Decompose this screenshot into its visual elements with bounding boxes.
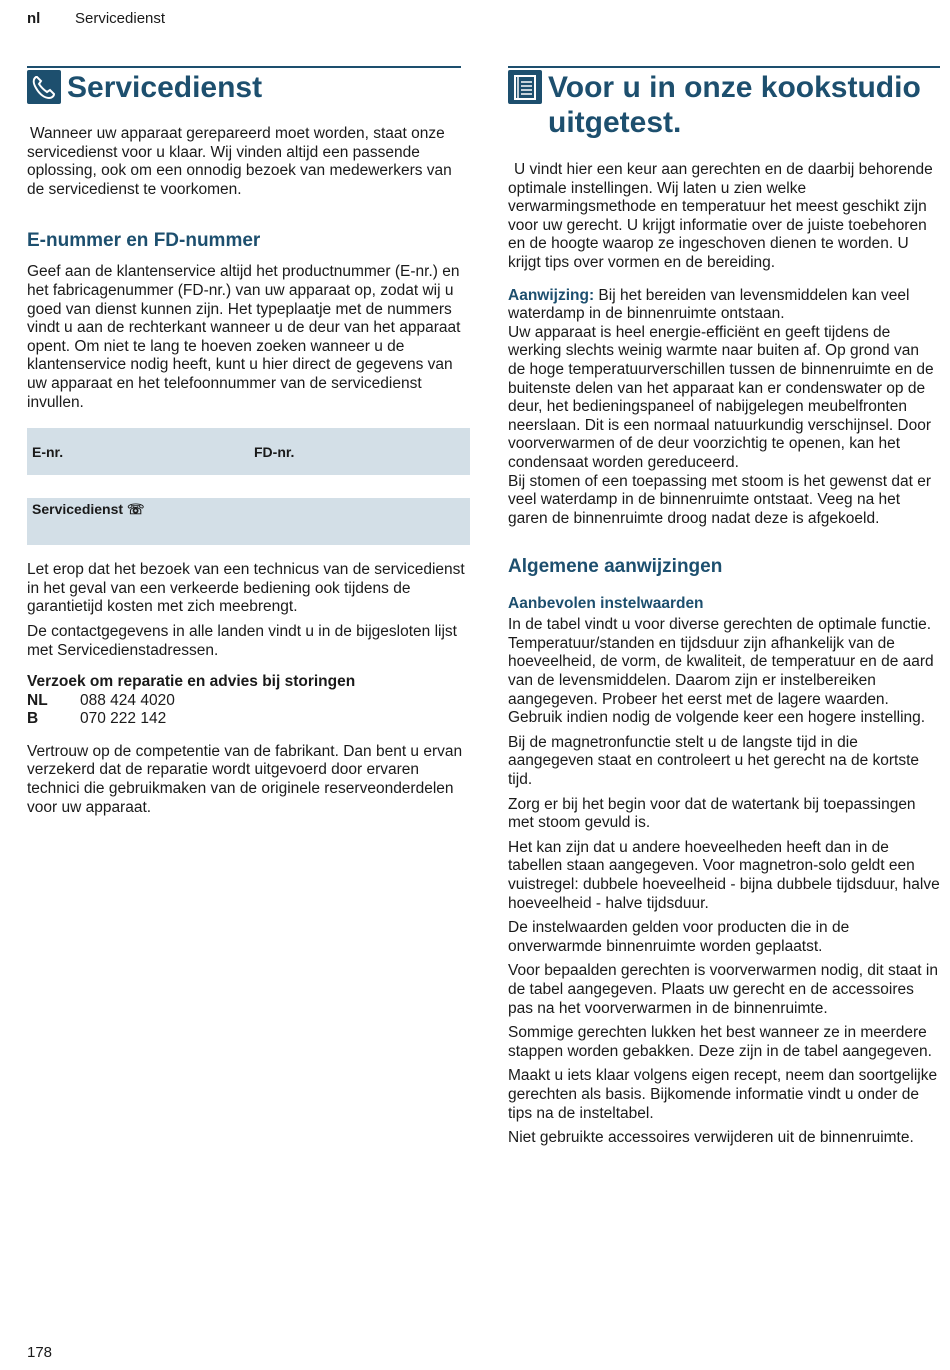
section-text: Geef aan de klantenservice altijd het productnummer (E-nr.) en het fabricagenummer (FD-nr.) van uw apparaat op, zodat wij u goed van dienst kunnen zijn. Het typeplaatje met de nummers vindt u aan de rechterkant wanneer u de deur van het apparaat opent. Om niet te lang te hoeven zoeken wanneer u de klantenservice nodig heeft, kunt u hier direct de gegevens van uw apparaat en het telefoonnummer van de servicedienst invullen.	[27, 263, 461, 411]
kookstudio-heading	[508, 66, 940, 140]
servicedienst-heading	[27, 66, 461, 105]
paragraph: In de tabel vindt u voor diverse gerechten de optimale functie. Temperatuur/standen en tijdsduur zijn afhankelijk van de hoeveelheid, de vorm, de kwaliteit, de temperatuur en de aard van de levensmiddelen. Daarom zijn er instelbereiken aangegeven. Probeer het eerst met de lagere waarden. Gebruik indien nodig de volgende keer een hogere instelling.	[508, 616, 934, 727]
book-icon	[508, 70, 542, 104]
phone-number: 088 424 4020	[80, 691, 175, 709]
page-header	[27, 10, 166, 27]
note-label: Aanwijzing:	[508, 286, 595, 304]
contact-row	[27, 710, 470, 729]
paragraph: De instelwaarden gelden voor producten die in de onverwarmde binnenruimte worden geplaatst.	[508, 919, 850, 955]
enr-label: E-nr.	[32, 444, 64, 461]
section-title: E-nummer en FD-nummer	[27, 230, 261, 252]
contact-title: Verzoek om reparatie en advies bij storingen	[27, 673, 356, 691]
section-title: Algemene aanwijzingen	[508, 556, 723, 578]
paragraph: Zorg er bij het begin voor dat de watertank bij toepassingen met stoom gevuld is.	[508, 795, 916, 832]
header-section: Servicedienst	[75, 10, 166, 27]
contact-row	[27, 692, 470, 711]
note-paragraph: Uw apparaat is heel energie-efficiënt en geeft tijdens de werking slechts weinig warmte naar buiten af. Op grond van de hoge temperatuurverschillen tussen de binnenruimte en de buitenste delen van het apparaat kan er condenswater op de deur, het bedieningspaneel of nabijgelegen meubelfronten neerslaan. Dit is een normaal natuurkundig verschijnsel. Door voorverwarmen of de deur voorzichtig te openen, kan het condensaat worden gereduceerd.	[508, 323, 934, 471]
paragraph: Niet gebruikte accessoires verwijderen uit de binnenruimte.	[508, 1129, 914, 1147]
intro-text: U vindt hier een keur aan gerechten en de daarbij behorende optimale instellingen. Wij laten u zien welke verwarmingsmethode en temperatuur het meest geschikt zijn voor uw gerecht. U krijgt informatie over de juiste toebehoren en de hoogte waarop ze ingeschoven dienen te worden. U krijgt tips over vormen en de bereiding.	[508, 161, 933, 271]
intro-text: Wanneer uw apparaat gerepareerd moet worden, staat onze servicedienst voor u klaar. Wij vinden altijd een passende oplossing, ook om een onnodig bezoek van medewerkers van de servicedienst te voorkomen.	[27, 125, 452, 198]
paragraph: Sommige gerechten lukken het best wanneer ze in meerdere stappen worden gebakken. Deze zijn in de tabel aangegeven.	[508, 1024, 932, 1060]
subsection-title: Aanbevolen instelwaarden	[508, 595, 704, 613]
country-code: NL	[27, 691, 48, 709]
service-phone-box[interactable]	[27, 498, 470, 545]
phone-icon	[27, 70, 61, 104]
note-text	[508, 287, 940, 324]
left-column	[27, 66, 470, 817]
paragraph: Maakt u iets klaar volgens eigen recept, neem dan soortgelijke gerechten als basis. Bijkomende informatie vindt u onder de tips na de insteltabel.	[508, 1067, 938, 1122]
phone-number: 070 222 142	[80, 710, 167, 728]
manufacturer-note: Vertrouw op de competentie van de fabrikant. Dan bent u ervan verzekerd dat de reparatie wordt uitgevoerd door ervaren technici die gebruikmaken van de originele reserveonderdelen voor uw apparaat.	[27, 742, 463, 816]
service-label: Servicedienst ☏	[32, 501, 145, 518]
device-number-box[interactable]	[27, 428, 470, 475]
country-code: B	[27, 710, 39, 728]
page-title: Voor u in onze kookstudio uitgetest.	[548, 71, 921, 139]
warranty-note: Let erop dat het bezoek van een technicus van de servicedienst in het geval van een verkeerde bediening ook tijdens de garantietijd kosten met zich meebrengt.	[27, 561, 465, 616]
language-code: nl	[27, 10, 41, 27]
contact-block	[27, 673, 470, 729]
paragraph: Bij de magnetronfunctie stelt u de langste tijd in die aangegeven staat en controleert u het gerecht na de kortste tijd.	[508, 733, 920, 789]
right-column	[508, 66, 940, 1148]
fdnr-label: FD-nr.	[254, 444, 295, 461]
paragraph: Het kan zijn dat u andere hoeveelheden heeft dan in de tabellen staan aangegeven. Voor magnetron-solo geldt een vuistregel: dubbele hoeveelheid - bijna dubbele tijdsduur, halve hoeveelheid - halve tijdsduur.	[508, 838, 940, 912]
page-number: 178	[27, 1344, 53, 1361]
contact-note: De contactgegevens in alle landen vindt u in de bijgesloten lijst met Servicedienstadressen.	[27, 622, 457, 659]
note-paragraph: Bij stomen of een toepassing met stoom is het gewenst dat er veel waterdamp in de binnenruimte ontstaat. Veeg na het garen de binnenruimte droog nadat deze is afgekoeld.	[508, 472, 932, 527]
page-title: Servicedienst	[67, 71, 263, 104]
note-body: Bij het bereiden van levensmiddelen kan veel waterdamp in de binnenruimte ontstaan.	[508, 286, 910, 323]
paragraph: Voor bepaalden gerechten is voorverwarmen nodig, dit staat in de tabel aangegeven. Plaats uw gerecht en de accessoires pas na het voorverwarmen in de binnenruimte.	[508, 962, 938, 1017]
